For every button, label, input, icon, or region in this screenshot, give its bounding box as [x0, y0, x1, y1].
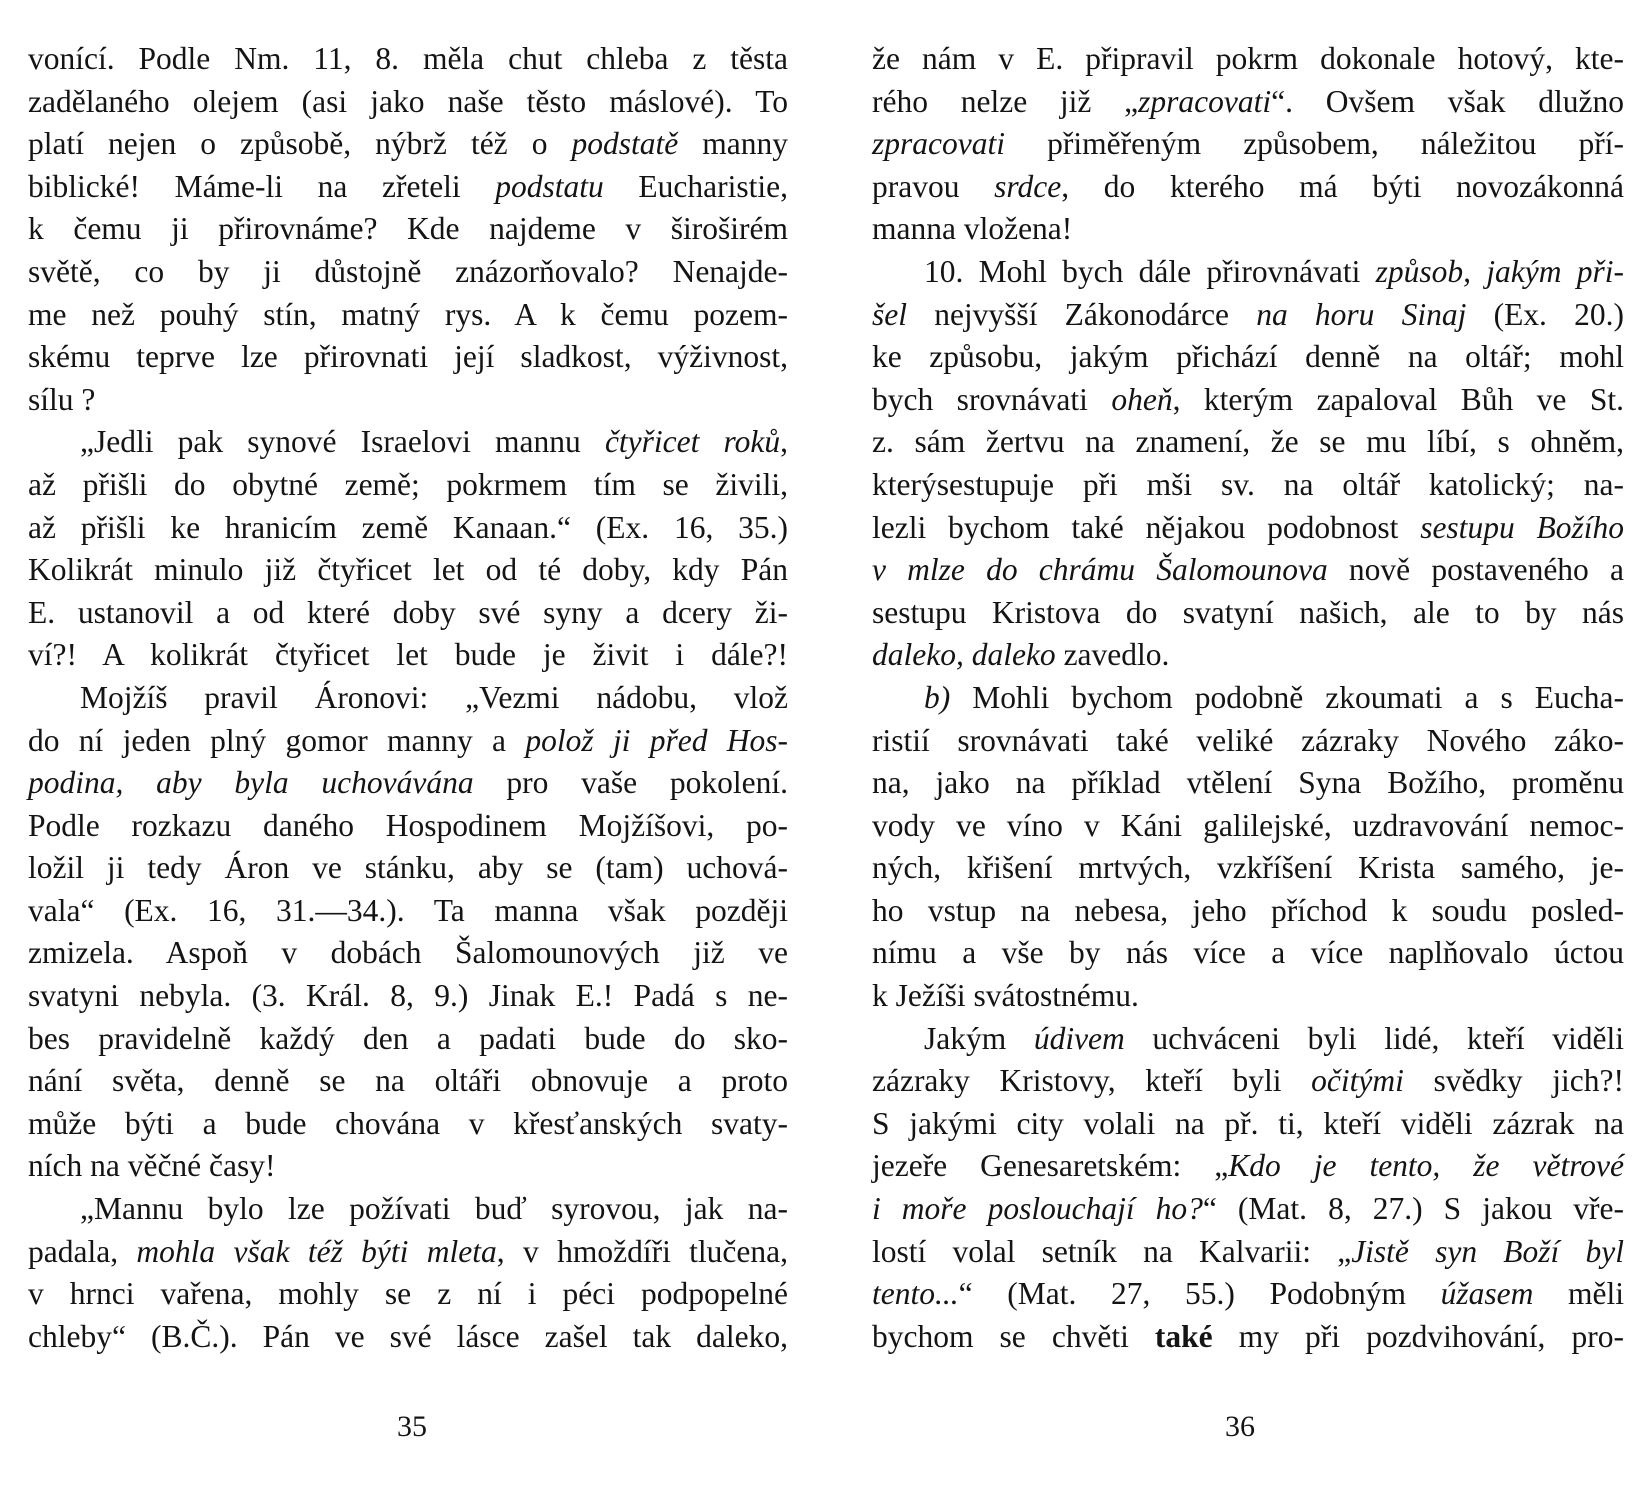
text-line: [872, 975, 1624, 1018]
italic-run: zpracovati: [1138, 83, 1272, 119]
text-run: nímu a vše by nás více a více naplňovalo úctou: [872, 935, 1624, 971]
text-run: platí nejen o způsobě, nýbrž též o: [28, 126, 572, 162]
text-line: [28, 81, 788, 124]
line-text: [872, 1316, 1624, 1359]
text-line: [872, 166, 1624, 209]
italic-run: b): [924, 679, 951, 715]
line-text: [872, 1188, 1624, 1231]
text-run: rého nelze již „: [872, 83, 1139, 119]
text-run: přiměřeným způsobem, náležitou pří-: [1004, 126, 1624, 162]
text-run: S jakými city volali na př. ti, kteří viděli zázrak na: [872, 1105, 1624, 1141]
text-line: [28, 592, 788, 635]
text-run: Mojžíš pravil Áronovi: „Vezmi nádobu, vlož: [80, 679, 788, 715]
text-line: [872, 1145, 1624, 1188]
line-text: [872, 847, 1624, 890]
text-run: ke způsobu, jakým přichází denně na oltář; mohl: [872, 339, 1624, 375]
text-line: [872, 634, 1624, 677]
text-line: [872, 677, 1624, 720]
text-line: [872, 890, 1624, 933]
text-run: „Mannu bylo lze požívati buď syrovou, jak na-: [80, 1191, 788, 1227]
text-line: [28, 38, 788, 81]
text-line: [872, 208, 1624, 251]
italic-run: srdce: [994, 168, 1062, 204]
text-line: [872, 1188, 1624, 1231]
text-run: do ní jeden plný gomor manny a: [28, 722, 526, 758]
text-run: vody ve víno v Káni galilejské, uzdravování nemoc-: [872, 807, 1624, 843]
text-line: [872, 336, 1624, 379]
line-text: [872, 720, 1624, 763]
italic-run: v mlze do chrámu Šalomounova: [872, 552, 1328, 588]
text-run: me než pouhý stín, matný rys. A k čemu pozem-: [28, 296, 788, 332]
text-line: [28, 847, 788, 890]
text-run: my při pozdvihování, pro-: [1212, 1318, 1624, 1354]
text-run: ních na věčné časy!: [28, 1148, 276, 1184]
italic-run: Kdo je tento, že větrové: [1228, 1148, 1624, 1184]
text-run: na, jako na příklad vtělení Syna Božího, proměnu: [872, 765, 1624, 801]
text-line: [28, 336, 788, 379]
text-run: E. ustanovil a od které doby své syny a dcery ži-: [28, 594, 788, 630]
line-text: [28, 1316, 788, 1359]
italic-run: polož ji před Hos-: [525, 722, 788, 758]
line-text: [872, 762, 1624, 805]
line-text: [28, 1231, 788, 1274]
text-run: Podle rozkazu daného Hospodinem Mojžíšovi, po-: [28, 807, 788, 843]
line-text: [28, 1145, 788, 1188]
text-run: bychom se chvěti: [872, 1318, 1155, 1354]
italic-run: daleko, daleko: [872, 637, 1056, 673]
text-line: [28, 932, 788, 975]
line-text: [872, 805, 1624, 848]
text-run: zmizela. Aspoň v dobách Šalomounových již ve: [28, 935, 788, 971]
line-text: [872, 336, 1624, 379]
text-line: [28, 549, 788, 592]
line-text: [872, 421, 1624, 464]
text-run: nání světa, denně se na oltáři obnovuje a proto: [28, 1063, 788, 1099]
line-text: [872, 464, 1624, 507]
line-text: [872, 507, 1624, 550]
italic-run: čtyřicet roků: [604, 424, 781, 460]
line-text: [28, 294, 788, 337]
italic-run: mohla však též býti mleta: [136, 1233, 497, 1269]
text-run: kterýsestupuje při mši sv. na oltář katolický; na-: [872, 466, 1624, 502]
text-line: [28, 1273, 788, 1316]
line-text: [28, 634, 788, 677]
text-line: [28, 421, 788, 464]
text-run: , do kterého má býti novozákonná: [1061, 168, 1624, 204]
text-line: [28, 634, 788, 677]
text-run: lostí volal setník na Kalvarii: „: [872, 1233, 1352, 1269]
text-line: [28, 975, 788, 1018]
text-run: sestupu Kristova do svatyní našich, ale to by nás: [872, 594, 1624, 630]
text-run: Mohli bychom podobně zkoumati a s Eucha-: [950, 679, 1624, 715]
text-line: [28, 166, 788, 209]
text-line: [28, 1103, 788, 1146]
line-text: [872, 549, 1624, 592]
text-line: [872, 507, 1624, 550]
italic-run: podina, aby byla uchovávána: [28, 765, 474, 801]
text-run: až přišli do obytné země; pokrmem tím se živili,: [28, 466, 788, 502]
line-text: [872, 294, 1624, 337]
text-line: [28, 1018, 788, 1061]
text-run: zavedlo.: [1055, 637, 1170, 673]
text-run: může býti a bude chována v křesťanských svaty-: [28, 1105, 788, 1141]
italic-run: Jistě syn Boží byl: [1351, 1233, 1624, 1269]
text-run: Eucharistie,: [603, 168, 788, 204]
text-line: [872, 464, 1624, 507]
line-text: [28, 720, 788, 763]
text-run: světě, co by ji důstojně znázorňovalo? Nenajde-: [28, 253, 788, 289]
bold-run: také: [1154, 1318, 1213, 1354]
text-run: ložil ji tedy Áron ve stánku, aby se (tam) uchová-: [28, 850, 788, 886]
line-text: [872, 1060, 1624, 1103]
line-text: [872, 1018, 1624, 1061]
text-line: [28, 123, 788, 166]
line-text: [28, 847, 788, 890]
line-text: [28, 208, 788, 251]
text-line: [872, 1060, 1624, 1103]
text-line: [28, 677, 788, 720]
left-page-text: [28, 38, 788, 1358]
text-line: [28, 805, 788, 848]
text-line: [28, 1231, 788, 1274]
text-run: padala,: [28, 1233, 137, 1269]
italic-run: údivem: [1033, 1020, 1125, 1056]
line-text: [872, 1231, 1624, 1274]
line-text: [872, 81, 1624, 124]
line-text: [28, 507, 788, 550]
text-line: [872, 379, 1624, 422]
text-line: [872, 1273, 1624, 1316]
text-line: [28, 1145, 788, 1188]
text-run: , v hmoždíři tlučena,: [496, 1233, 788, 1269]
italic-run: podstatu: [495, 168, 604, 204]
text-line: [872, 762, 1624, 805]
italic-run: podstatě: [571, 126, 679, 162]
text-line: [28, 762, 788, 805]
text-run: Jakým: [924, 1020, 1034, 1056]
text-run: nově postaveného a: [1327, 552, 1624, 588]
text-line: [28, 251, 788, 294]
text-line: [872, 1103, 1624, 1146]
text-line: [872, 805, 1624, 848]
text-line: [872, 1316, 1624, 1359]
line-text: [28, 890, 788, 933]
line-text: [872, 38, 1624, 81]
text-run: pravou: [872, 168, 995, 204]
text-run: bes pravidelně každý den a padati bude do sko-: [28, 1020, 788, 1056]
line-text: [872, 1273, 1624, 1316]
line-text: [28, 762, 788, 805]
text-run: , kterým zapaloval Bůh ve St.: [1172, 381, 1624, 417]
text-line: [872, 549, 1624, 592]
line-text: [28, 805, 788, 848]
text-run: ristií srovnávati také veliké zázraky Nového záko-: [872, 722, 1624, 758]
line-text: [872, 208, 1624, 251]
text-run: skému teprve lze přirovnati její sladkost, výživnost,: [28, 339, 788, 375]
text-run: svatyni nebyla. (3. Král. 8, 9.) Jinak E.! Padá s ne-: [28, 978, 788, 1014]
text-line: [872, 294, 1624, 337]
text-run: „Jedli pak synové Israelovi mannu: [80, 424, 605, 460]
text-run: lezli bychom také nějakou podobnost: [872, 509, 1421, 545]
text-line: [872, 123, 1624, 166]
line-text: [28, 251, 788, 294]
text-line: [872, 847, 1624, 890]
text-run: (Ex. 20.): [1466, 296, 1624, 332]
page-number-left: 35: [397, 1410, 427, 1443]
text-line: [28, 507, 788, 550]
italic-run: úžasem: [1440, 1276, 1534, 1312]
text-run: bych srovnávati: [872, 381, 1112, 417]
text-run: jezeře Genesaretském: „: [872, 1148, 1229, 1184]
line-text: [28, 38, 788, 81]
text-run: manny: [678, 126, 789, 162]
italic-run: sestupu Božího: [1420, 509, 1624, 545]
text-run: ných, křišení mrtvých, vzkříšení Krista samého, je-: [872, 850, 1624, 886]
line-text: [872, 1145, 1624, 1188]
text-line: [28, 208, 788, 251]
line-text: [28, 549, 788, 592]
text-run: 10. Mohl bych dále přirovnávati: [924, 253, 1376, 289]
text-run: “ (Mat. 27, 55.) Podobným: [958, 1276, 1441, 1312]
line-text: [28, 1018, 788, 1061]
line-text: [872, 1103, 1624, 1146]
line-text: [28, 336, 788, 379]
text-line: [28, 1060, 788, 1103]
italic-run: i moře poslouchají ho?: [872, 1191, 1203, 1227]
line-text: [28, 166, 788, 209]
line-text: [872, 166, 1624, 209]
text-line: [872, 1018, 1624, 1061]
text-run: Kolikrát minulo již čtyřicet let od té doby, kdy Pán: [28, 552, 788, 588]
italic-run: očitými: [1311, 1063, 1404, 1099]
text-run: “ (Mat. 8, 27.) S jakou vře-: [1202, 1191, 1624, 1227]
line-text: [872, 677, 1624, 720]
text-run: “. Ovšem však dlužno: [1271, 83, 1624, 119]
text-line: [28, 1188, 788, 1231]
text-run: měli: [1533, 1276, 1624, 1312]
text-run: uchváceni byli lidé, kteří viděli: [1124, 1020, 1624, 1056]
text-line: [872, 592, 1624, 635]
text-run: sílu ?: [28, 381, 96, 417]
line-text: [28, 123, 788, 166]
line-text: [28, 464, 788, 507]
text-line: [872, 1231, 1624, 1274]
italic-run: šel: [872, 296, 907, 332]
text-line: [28, 294, 788, 337]
line-text: [28, 1060, 788, 1103]
line-text: [28, 81, 788, 124]
line-text: [872, 975, 1624, 1018]
line-text: [28, 677, 788, 720]
text-run: svědky jich?!: [1403, 1063, 1624, 1099]
text-run: chleby“ (B.Č.). Pán ve své lásce zašel tak daleko,: [28, 1318, 788, 1354]
text-run: z. sám žertvu na znamení, že se mu líbí, s ohněm,: [872, 424, 1624, 460]
right-page-text: [872, 38, 1624, 1358]
line-text: [28, 1188, 788, 1231]
line-text: [28, 1103, 788, 1146]
line-text: [28, 975, 788, 1018]
text-run: vonící. Podle Nm. 11, 8. měla chut chleba z těsta: [28, 41, 788, 76]
line-text: [872, 379, 1624, 422]
text-run: že nám v E. připravil pokrm dokonale hotový, kte-: [872, 41, 1624, 76]
text-run: ho vstup na nebesa, jeho příchod k soudu posled-: [872, 892, 1624, 928]
text-line: [28, 1316, 788, 1359]
text-run: k Ježíši svátostnému.: [872, 978, 1139, 1014]
text-line: [872, 421, 1624, 464]
text-line: [872, 720, 1624, 763]
italic-run: na horu Sinaj: [1256, 296, 1467, 332]
line-text: [872, 932, 1624, 975]
italic-run: tento...: [872, 1276, 959, 1312]
text-line: [28, 720, 788, 763]
line-text: [872, 890, 1624, 933]
italic-run: zpracovati: [872, 126, 1005, 162]
italic-run: způsob, jakým při-: [1375, 253, 1624, 289]
line-text: [872, 634, 1624, 677]
text-run: až přišli ke hranicím země Kanaan.“ (Ex. 16, 35.): [28, 509, 788, 545]
text-line: [28, 890, 788, 933]
text-line: [872, 81, 1624, 124]
text-line: [872, 38, 1624, 81]
text-run: k čemu ji přirovnáme? Kde najdeme v široširém: [28, 211, 788, 247]
text-run: ví?! A kolikrát čtyřicet let bude je živit i dále?!: [28, 637, 788, 673]
text-run: zadělaného olejem (asi jako naše těsto máslové). To: [28, 83, 788, 119]
text-run: nejvyšší Zákonodárce: [907, 296, 1257, 332]
page-number-right: 36: [1225, 1410, 1255, 1443]
line-text: [28, 592, 788, 635]
text-line: [872, 251, 1624, 294]
text-line: [872, 932, 1624, 975]
line-text: [28, 421, 788, 464]
line-text: [872, 123, 1624, 166]
line-text: [872, 251, 1624, 294]
italic-run: oheň: [1111, 381, 1173, 417]
text-line: [28, 464, 788, 507]
text-run: v hrnci vařena, mohly se z ní i péci podpopelné: [28, 1276, 788, 1312]
line-text: [28, 379, 788, 422]
text-run: ,: [780, 424, 788, 460]
text-run: pro vaše pokolení.: [473, 765, 788, 801]
text-line: [28, 379, 788, 422]
line-text: [28, 932, 788, 975]
line-text: [872, 592, 1624, 635]
text-run: manna vložena!: [872, 211, 1073, 247]
line-text: [28, 1273, 788, 1316]
text-run: biblické! Máme-li na zřeteli: [28, 168, 496, 204]
text-run: vala“ (Ex. 16, 31.—34.). Ta manna však později: [28, 892, 788, 928]
text-run: zázraky Kristovy, kteří byli: [872, 1063, 1312, 1099]
